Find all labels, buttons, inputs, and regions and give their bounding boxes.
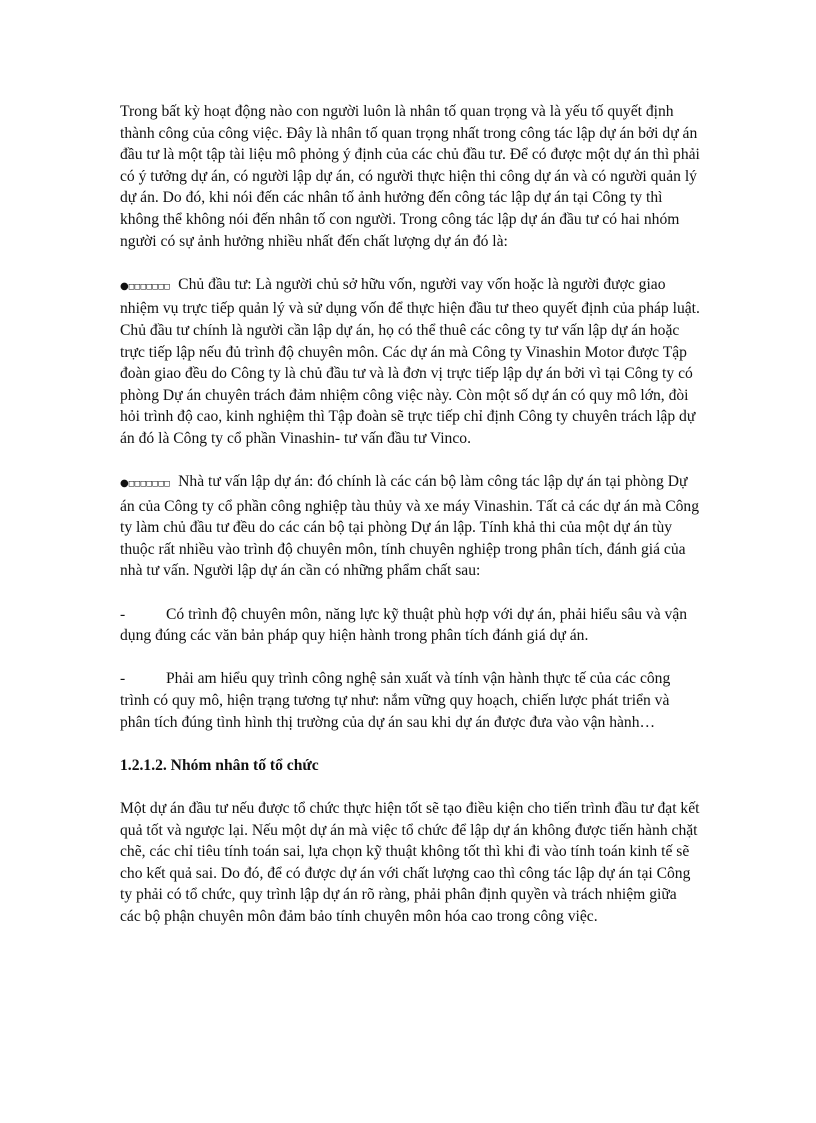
- dash-marker: -: [120, 670, 126, 688]
- dash-text-expertise: Có trình độ chuyên môn, năng lực kỹ thuật phù hợp với dự án, phải hiểu sâu và vận dụng đúng các văn bản pháp quy hiện hành trong phân tích đánh giá dự án.: [120, 605, 688, 645]
- dash-item-technology: [120, 668, 700, 733]
- bullet-text-consultant: Nhà tư vấn lập dự án: đó chính là các cán bộ làm công tác lập dự án tại phòng Dự án của Công ty cổ phần công nghiệp tàu thủy và xe máy Vinashin. Tất cả các dự án mà Công ty làm chủ đầu tư đều do các cán bộ tại phòng Dự án lập. Tính khả thi của một dự án tùy thuộc rất nhiều vào trình độ chuyên môn, tính chuyên nghiệp trong phân tích, đánh giá của nhà tư vấn. Người lập dự án cần có những phẩm chất sau:: [120, 473, 699, 580]
- bullet-item-investor: [120, 274, 700, 450]
- bullet-icon: ●: [120, 478, 129, 490]
- intro-paragraph: Trong bất kỳ hoạt động nào con người luôn là nhân tố quan trọng và là yếu tố quyết định thành công của công việc. Đây là nhân tố quan trọng nhất trong công tác lập dự án bởi dự án đầu tư là một tập tài liệu mô phỏng ý định của các chủ đầu tư. Để có được một dự án thì phải có ý tưởng dự án, có người lập dự án, có người thực hiện thi công dự án và có người quản lý dự án. Do đó, khi nói đến các nhân tố ảnh hưởng đến công tác lập dự án tại Công ty thì không thể không nói đến nhân tố con người. Trong công tác lập dự án đầu tư có hai nhóm người có sự ảnh hưởng nhiều nhất đến chất lượng dự án đó là:: [120, 103, 700, 250]
- placeholder-boxes: □□□□□□□: [128, 281, 171, 292]
- section-heading: 1.2.1.2. Nhóm nhân tố tổ chức: [120, 756, 319, 774]
- bullet-item-consultant: [120, 471, 700, 582]
- bullet-text-investor: Chủ đầu tư: Là người chủ sở hữu vốn, người vay vốn hoặc là người được giao nhiệm vụ trực tiếp quản lý và sử dụng vốn để thực hiện đầu tư theo quyết định của pháp luật. Chủ đầu tư chính là người cần lập dự án, họ có thể thuê các công ty tư vấn lập dự án hoặc trực tiếp lập nếu đủ trình độ chuyên môn. Các dự án mà Công ty Vinashin Motor được Tập đoàn giao đều do Công ty là chủ đầu tư và là đơn vị trực tiếp lập dự án bởi vì tại Công ty có phòng Dự án chuyên trách đảm nhiệm công việc này. Còn một số dự án có quy mô lớn, đòi hỏi trình độ cao, kinh nghiệm thì Tập đoàn sẽ trực tiếp chỉ định Công ty chuyên trách lập dự án đó là Công ty cổ phần Vinashin- tư vấn đầu tư Vinco.: [120, 275, 700, 447]
- document-page: [120, 101, 700, 949]
- dash-marker: -: [120, 605, 126, 623]
- dash-text-technology: Phải am hiểu quy trình công nghệ sản xuất và tính vận hành thực tế của các công trình có quy mô, hiện trạng tương tự như: nắm vững quy hoạch, chiến lược phát triển và phân tích đúng tình hình thị trường của dự án sau khi dự án được đưa vào vận hành…: [120, 670, 671, 731]
- dash-item-expertise: [120, 604, 700, 647]
- closing-paragraph: Một dự án đầu tư nếu được tổ chức thực hiện tốt sẽ tạo điều kiện cho tiến trình đầu tư đạt kết quả tốt và ngược lại. Nếu một dự án mà việc tổ chức để lập dự án không được tiến hành chặt chẽ, các chỉ tiêu tính toán sai, lựa chọn kỹ thuật không tốt thì khi đi vào tính toán kinh tế sẽ cho kết quả sai. Do đó, để có được dự án với chất lượng cao thì công tác lập dự án tại Công ty phải có tổ chức, quy trình lập dự án rõ ràng, phải phân định quyền và trách nhiệm giữa các bộ phận chuyên môn đảm bảo tính chuyên môn hóa cao trong công việc.: [120, 800, 700, 925]
- placeholder-boxes: □□□□□□□: [128, 479, 171, 490]
- bullet-icon: ●: [120, 280, 129, 292]
